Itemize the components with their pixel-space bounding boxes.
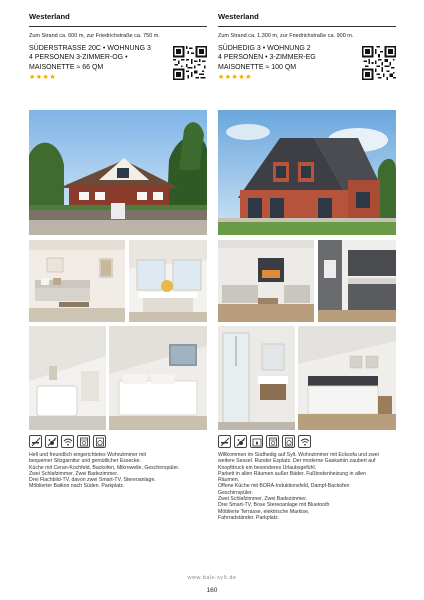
- qr-code[interactable]: [173, 46, 207, 80]
- description-line: Möblierter Balkon nach Süden. Parkplatz.: [29, 483, 125, 490]
- location-title: Westerland: [29, 12, 70, 21]
- no-smoking-icon: [29, 435, 42, 448]
- description-line: Geschirrspüler.: [218, 489, 253, 496]
- house-exterior-photo: [29, 110, 207, 235]
- listing-title: [29, 44, 169, 72]
- dishwasher-icon: [266, 435, 279, 448]
- distance-text: Zum Strand ca. 600 m, zur Friedrichstraße ca. 750 m.: [29, 33, 160, 39]
- page-number: 160: [206, 587, 218, 594]
- description-line: weitere Sessel. Runder Esplatz. Der moderne Gaskamin zaubert auf: [218, 458, 376, 465]
- living-room-photo: [29, 240, 125, 322]
- dining-area-photo: [129, 240, 207, 322]
- wifi-icon: [61, 435, 74, 448]
- listing-title-line: MAISONETTE ≈ 66 QM: [29, 63, 104, 71]
- bedroom-photo: [109, 326, 207, 430]
- distance-text: Zum Strand ca. 1.300 m, zur Friedrichstraße ca. 900 m.: [218, 33, 354, 39]
- listing-right: [218, 12, 396, 90]
- listing-title-line: SÜDHEDIG 3 • WOHNUNG 2: [218, 45, 311, 52]
- description-line: Küche mit Ceran-Kochfeld, Backofen, Mikrowelle, Geschirrspüler.: [29, 464, 180, 471]
- no-pets-icon: [234, 435, 247, 448]
- wifi-icon: [298, 435, 311, 448]
- washing-machine-icon: [93, 435, 106, 448]
- bathroom-photo: [29, 326, 106, 430]
- website-link[interactable]: www.bals-sylt.de: [187, 575, 237, 581]
- description-line: bequemer Sitzgarnitur und gemütlicher Essecke.: [29, 458, 141, 465]
- description-line: Zwei Schlafzimmer. Zwei Badezimmer.: [218, 496, 308, 503]
- description-line: Willkommen im Südhedig auf Sylt. Wohnzimmer mit Ecksofa und zwei: [218, 452, 379, 458]
- listing-left: [29, 12, 207, 90]
- description-line: Fahrradständer. Parkplatz.: [218, 514, 280, 521]
- listing-info: [218, 44, 396, 90]
- house-exterior-photo: [218, 110, 396, 235]
- description-line: Drei Smart-TV, Bose Stereoanlage mit Bluetooth: [218, 502, 330, 509]
- living-room-photo: [218, 240, 314, 322]
- amenity-icons: [29, 435, 106, 448]
- star-rating: ★★★★★: [218, 74, 252, 82]
- description-line: Knopfdruck ein besonderes Urlaubsgefühl.: [218, 464, 317, 471]
- listing-title-line: 4 PERSONEN 3-ZIMMER-OG •: [29, 54, 128, 62]
- divider: [29, 26, 207, 27]
- location-title: Westerland: [218, 12, 259, 21]
- description-line: Offene Küche mit BORA-Induktionsfeld, Dampf-Backofen: [218, 483, 350, 490]
- divider: [218, 26, 396, 27]
- kitchen-photo: [318, 240, 396, 322]
- listing-title-line: MAISONETTE ≈ 100 QM: [218, 63, 297, 71]
- listing-description: [29, 452, 207, 490]
- fireplace-icon: [250, 435, 263, 448]
- bedroom-photo: [298, 326, 396, 430]
- description-line: Drei Flachbild-TV, davon zwei Smart-TV, Stereoanlage.: [29, 477, 156, 484]
- description-line: Zwei Schlafzimmer. Zwei Badezimmer.: [29, 470, 119, 477]
- dishwasher-icon: [77, 435, 90, 448]
- description-line: Hell und freundlich eingerichtetes Wohnzimmer mit: [29, 452, 146, 458]
- description-line: Möblierte Terrasse, elektrische Markise,: [218, 508, 310, 515]
- amenity-icons: [218, 435, 311, 448]
- no-smoking-icon: [218, 435, 231, 448]
- washing-machine-icon: [282, 435, 295, 448]
- listing-description: [218, 452, 396, 521]
- listing-title-line: SÜDERSTRASSE 20C • WOHNUNG 3: [29, 45, 151, 52]
- star-rating: ★★★★: [29, 74, 57, 82]
- description-line: Räumen.: [218, 477, 240, 484]
- listing-info: [29, 44, 207, 90]
- no-pets-icon: [45, 435, 58, 448]
- listing-title: [218, 44, 358, 72]
- bathroom-photo: [218, 326, 295, 430]
- description-line: Parkett in allen Räumen außer Bäder. Fußbodenheizung in allen: [218, 470, 366, 477]
- qr-code[interactable]: [362, 46, 396, 80]
- listing-title-line: 4 PERSONEN • 3-ZIMMER-EG: [218, 54, 316, 62]
